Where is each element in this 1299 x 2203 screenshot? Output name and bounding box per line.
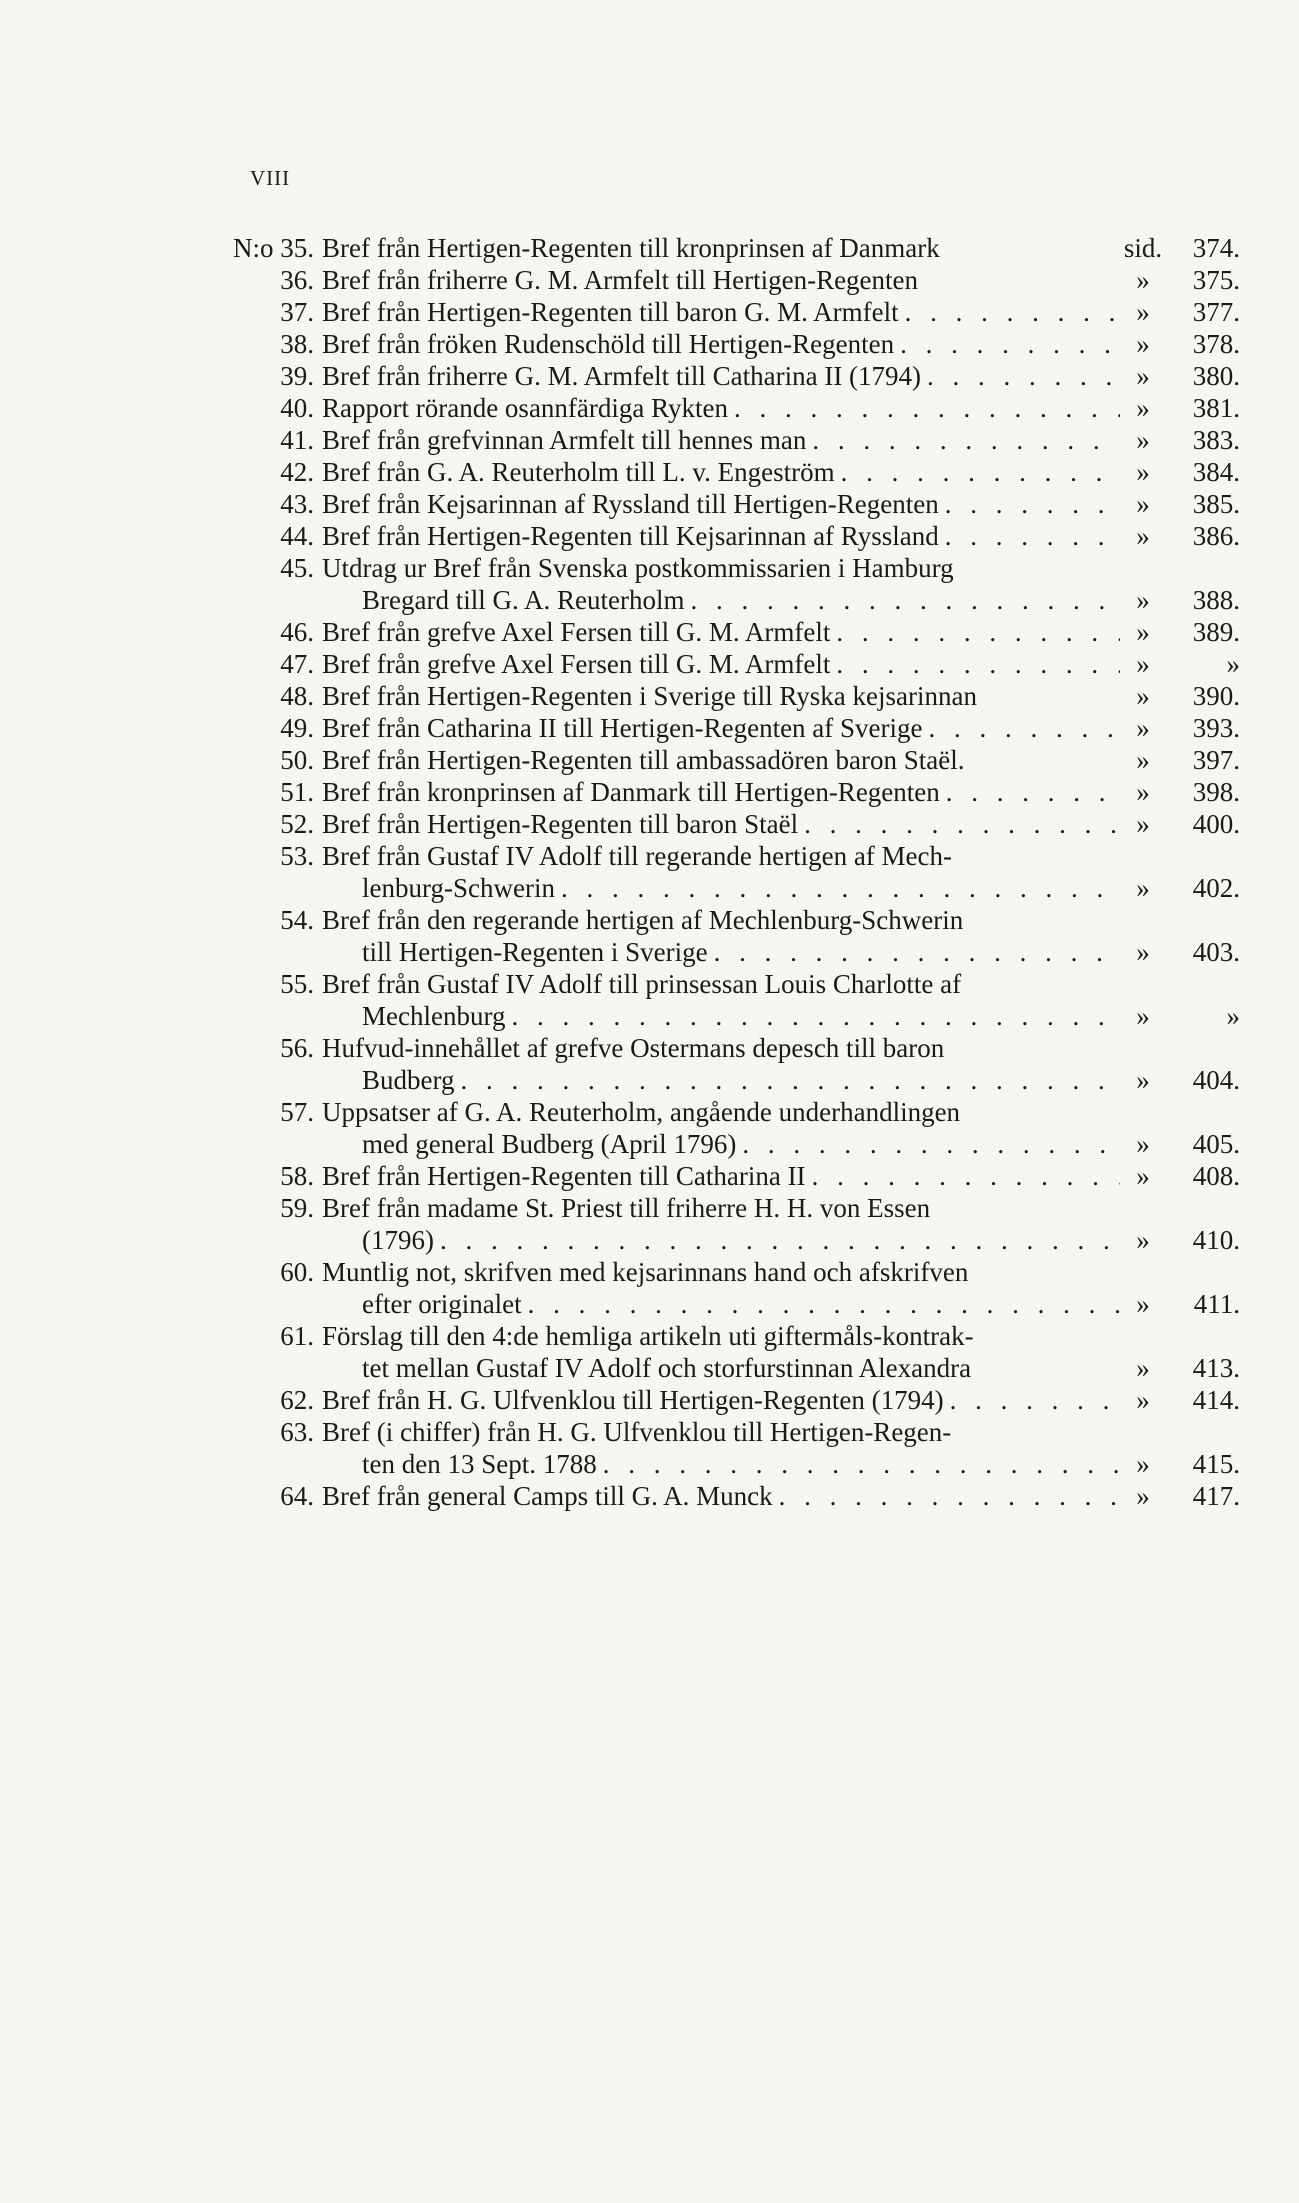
entry-title-text: Rapport rörande osannfärdiga Rykten	[322, 393, 729, 423]
entry-title-text: Bref från general Camps till G. A. Munck	[322, 1481, 773, 1511]
entry-page: 405.	[1192, 1129, 1240, 1159]
dot-leader	[684, 584, 1120, 616]
entry-title-line	[322, 296, 1120, 328]
entry-title	[322, 1416, 1120, 1480]
entry-page: 381.	[1192, 393, 1240, 423]
entry-number: 36.	[280, 265, 314, 295]
dot-leader	[555, 872, 1120, 904]
entry-number: 37.	[280, 297, 314, 327]
entry-page: 410.	[1192, 1225, 1240, 1255]
entry-title-line	[322, 424, 1120, 456]
ditto-mark: »	[1136, 425, 1150, 455]
entry-number: 44.	[280, 521, 314, 551]
entry-title-line	[322, 1352, 1120, 1384]
entry-title-line	[322, 328, 1120, 360]
toc-entry	[200, 776, 1240, 808]
entry-title-text: Bref från grefve Axel Fersen till G. M. Armfelt	[322, 649, 831, 679]
ditto-mark: »	[1136, 1225, 1150, 1255]
entry-title-text: Bref från Hertigen-Regenten till Kejsarinnan af Ryssland	[322, 521, 939, 551]
entry-page: 403.	[1192, 937, 1240, 967]
entry-title	[322, 424, 1120, 456]
entry-title-line	[322, 1128, 1120, 1160]
entry-title-text: Uppsatser af G. A. Reuterholm, angående underhandlingen	[322, 1097, 961, 1127]
entry-title	[322, 552, 1120, 616]
toc-entry	[200, 456, 1240, 488]
entry-page: 414.	[1192, 1385, 1240, 1415]
entry-page: 404.	[1192, 1065, 1240, 1095]
ditto-mark: »	[1136, 489, 1150, 519]
entry-title-line	[322, 1160, 1120, 1192]
ditto-mark: »	[1136, 457, 1150, 487]
entry-number: 41.	[280, 425, 314, 455]
entry-page: 388.	[1192, 585, 1240, 615]
entry-page: 398.	[1192, 777, 1240, 807]
ditto-mark: »	[1136, 585, 1150, 615]
toc-entry	[200, 360, 1240, 392]
dot-leader	[798, 808, 1120, 840]
ditto-mark: »	[1136, 617, 1150, 647]
dot-leader	[708, 936, 1120, 968]
dot-leader	[923, 712, 1121, 744]
entry-title-line	[322, 808, 1120, 840]
toc-entry	[200, 744, 1240, 776]
dot-leader	[434, 1224, 1120, 1256]
entry-title-text: Bref från Hertigen-Regenten till Catharina II	[322, 1161, 806, 1191]
ditto-mark: »	[1136, 681, 1150, 711]
toc-entry	[200, 392, 1240, 424]
entry-title-line	[322, 584, 1120, 616]
entry-title-text: till Hertigen-Regenten i Sverige	[362, 937, 708, 967]
entry-number: 63.	[280, 1417, 314, 1447]
toc-entry	[200, 1192, 1240, 1256]
entry-page: 411.	[1193, 1289, 1240, 1319]
dot-leader	[806, 424, 1120, 456]
dot-leader	[736, 1128, 1120, 1160]
entry-title-line	[322, 1416, 1120, 1448]
ditto-mark: »	[1136, 713, 1150, 743]
entry-title-text: Bref från Gustaf IV Adolf till regerande hertigen af Mech-	[322, 841, 953, 871]
ditto-mark: »	[1136, 1065, 1150, 1095]
page-number: VIII	[250, 166, 291, 190]
entry-title-line	[322, 1224, 1120, 1256]
ditto-mark: »	[1136, 937, 1150, 967]
entry-title-text: Mechlenburg	[362, 1001, 506, 1031]
entry-page: 375.	[1192, 265, 1240, 295]
toc-entry	[200, 904, 1240, 968]
entry-title-text: Bref från Hertigen-Regenten till kronprinsen af Danmark	[322, 233, 940, 263]
entry-page: 389.	[1192, 617, 1240, 647]
entry-title	[322, 776, 1120, 808]
dot-leader	[894, 328, 1120, 360]
entry-title-line	[322, 840, 1120, 872]
entry-title	[322, 456, 1120, 488]
entry-title-text: Bref från kronprinsen af Danmark till Hertigen-Regenten	[322, 777, 940, 807]
toc-entry	[200, 1416, 1240, 1480]
entry-number: 46.	[280, 617, 314, 647]
entry-page: 385.	[1192, 489, 1240, 519]
entry-title	[322, 648, 1120, 680]
entry-title-line	[322, 680, 1120, 712]
entry-title-text: efter originalet	[362, 1289, 522, 1319]
entry-page: 384.	[1192, 457, 1240, 487]
entry-number: 52.	[280, 809, 314, 839]
toc-entry	[200, 1032, 1240, 1096]
dot-leader	[806, 1160, 1120, 1192]
entry-title-line	[322, 552, 1120, 584]
entry-title	[322, 360, 1120, 392]
entry-title	[322, 680, 1120, 712]
toc-entry	[200, 616, 1240, 648]
toc-entry	[200, 424, 1240, 456]
entry-number: 39.	[280, 361, 314, 391]
entry-title-text: ten den 13 Sept. 1788	[362, 1449, 597, 1479]
entry-title-line	[322, 872, 1120, 904]
entry-title-text: Bref (i chiffer) från H. G. Ulfvenklou till Hertigen-Regen-	[322, 1417, 952, 1447]
ditto-mark: »	[1136, 297, 1150, 327]
entry-number: 55.	[280, 969, 314, 999]
ditto-mark: »	[1136, 1353, 1150, 1383]
entry-title-line	[322, 232, 1120, 264]
dot-leader	[728, 392, 1120, 424]
entry-title	[322, 616, 1120, 648]
toc-entry	[200, 552, 1240, 616]
entry-number: 54.	[280, 905, 314, 935]
toc-entry	[200, 488, 1240, 520]
toc-entry	[200, 296, 1240, 328]
entry-title-text: lenburg-Schwerin	[362, 873, 555, 903]
entry-page: 380.	[1192, 361, 1240, 391]
entry-number: 45.	[280, 553, 314, 583]
entry-title-line	[322, 744, 1120, 776]
entry-title-line	[322, 1384, 1120, 1416]
entry-title	[322, 1032, 1120, 1096]
dot-leader	[597, 1448, 1120, 1480]
ditto-mark: »	[1136, 361, 1150, 391]
entry-title	[322, 264, 1120, 296]
entry-number: 59.	[280, 1193, 314, 1223]
entry-title-line	[322, 968, 1120, 1000]
entry-title-text: Bref från Hertigen-Regenten till baron G. M. Armfelt	[322, 297, 899, 327]
entry-number: 50.	[280, 745, 314, 775]
entry-page: »	[1226, 649, 1240, 679]
entry-title-line	[322, 1480, 1120, 1512]
entry-title	[322, 904, 1120, 968]
ditto-mark: »	[1136, 777, 1150, 807]
entry-title-line	[322, 1192, 1120, 1224]
ditto-mark: »	[1136, 809, 1150, 839]
entry-title	[322, 1160, 1120, 1192]
entry-number: 40.	[280, 393, 314, 423]
entry-number: 48.	[280, 681, 314, 711]
toc-entry	[200, 1384, 1240, 1416]
entry-title	[322, 744, 1120, 776]
entry-title	[322, 1096, 1120, 1160]
entry-title-text: Bregard till G. A. Reuterholm	[362, 585, 685, 615]
toc-entry	[200, 808, 1240, 840]
entry-title-line	[322, 456, 1120, 488]
entry-title-line	[322, 1448, 1120, 1480]
entry-number: 51.	[280, 777, 314, 807]
entry-title	[322, 1256, 1120, 1320]
toc-entry	[200, 680, 1240, 712]
dot-leader	[773, 1480, 1120, 1512]
dot-leader	[835, 456, 1120, 488]
dot-leader	[940, 776, 1120, 808]
ditto-mark: »	[1136, 1161, 1150, 1191]
ditto-mark: »	[1136, 265, 1150, 295]
entry-page: 390.	[1192, 681, 1240, 711]
entry-page: »	[1226, 1001, 1240, 1031]
entry-title	[322, 296, 1120, 328]
toc-entry	[200, 968, 1240, 1032]
entry-title-text: Muntlig not, skrifven med kejsarinnans hand och afskrifven	[322, 1257, 969, 1287]
entry-title	[322, 1384, 1120, 1416]
entry-title-line	[322, 616, 1120, 648]
ditto-mark: »	[1136, 873, 1150, 903]
entry-title-line	[322, 488, 1120, 520]
toc-entry	[200, 1160, 1240, 1192]
entry-title-text: Budberg	[362, 1065, 455, 1095]
entry-number: 53.	[280, 841, 314, 871]
entry-title-line	[322, 1064, 1120, 1096]
dot-leader	[830, 648, 1120, 680]
entry-number: 38.	[280, 329, 314, 359]
entry-number: 64.	[280, 1481, 314, 1511]
toc-entry	[200, 1320, 1240, 1384]
entry-page: 408.	[1192, 1161, 1240, 1191]
entry-page: 413.	[1192, 1353, 1240, 1383]
entry-title-line	[322, 712, 1120, 744]
entry-title-line	[322, 1096, 1120, 1128]
entry-title-text: Förslag till den 4:de hemliga artikeln uti giftermåls-kontrak-	[322, 1321, 974, 1351]
ditto-mark: »	[1136, 1385, 1150, 1415]
entry-title-text: (1796)	[362, 1225, 434, 1255]
entry-title-text: Bref från Hertigen-Regenten till ambassadören baron Staël.	[322, 745, 965, 775]
dot-leader	[939, 520, 1120, 552]
toc-entry	[200, 232, 1240, 264]
ditto-mark: »	[1136, 521, 1150, 551]
entry-title-line	[322, 392, 1120, 424]
entry-number: 61.	[280, 1321, 314, 1351]
entry-title-text: Bref från H. G. Ulfvenklou till Hertigen-Regenten (1794)	[322, 1385, 944, 1415]
entry-title-line	[322, 520, 1120, 552]
entry-number: 57.	[280, 1097, 314, 1127]
entry-title	[322, 328, 1120, 360]
dot-leader	[830, 616, 1120, 648]
entry-page: 400.	[1192, 809, 1240, 839]
entry-title-text: Hufvud-innehållet af grefve Ostermans depesch till baron	[322, 1033, 945, 1063]
entry-number: 62.	[280, 1385, 314, 1415]
toc-entry	[200, 1256, 1240, 1320]
entry-title-line	[322, 264, 1120, 296]
entry-number: N:o 35.	[233, 233, 314, 263]
toc-entry	[200, 1480, 1240, 1512]
entry-title	[322, 392, 1120, 424]
entry-title-line	[322, 1032, 1120, 1064]
entry-title-text: Bref från madame St. Priest till friherre H. H. von Essen	[322, 1193, 931, 1223]
dot-leader	[939, 488, 1120, 520]
entry-title-text: Bref från G. A. Reuterholm till L. v. Engeström	[322, 457, 835, 487]
entry-page: 386.	[1192, 521, 1240, 551]
dot-leader	[455, 1064, 1121, 1096]
toc-entry	[200, 840, 1240, 904]
entry-title-text: Bref från friherre G. M. Armfelt till Catharina II (1794)	[322, 361, 922, 391]
entry-title	[322, 968, 1120, 1032]
entry-title	[322, 1192, 1120, 1256]
entry-number: 47.	[280, 649, 314, 679]
entry-title-text: Bref från Kejsarinnan af Ryssland till Hertigen-Regenten	[322, 489, 939, 519]
entry-page: 378.	[1192, 329, 1240, 359]
entry-page: 417.	[1192, 1481, 1240, 1511]
table-of-contents	[200, 232, 1240, 1512]
ditto-mark: »	[1136, 745, 1150, 775]
entry-page: 374.	[1192, 233, 1240, 263]
entry-title-line	[322, 1320, 1120, 1352]
ditto-mark: »	[1136, 1289, 1150, 1319]
entry-title	[322, 808, 1120, 840]
entry-title	[322, 1320, 1120, 1384]
entry-title-line	[322, 936, 1120, 968]
ditto-mark: »	[1136, 329, 1150, 359]
entry-title-line	[322, 776, 1120, 808]
toc-entry	[200, 1096, 1240, 1160]
entry-title	[322, 232, 1120, 264]
entry-title	[322, 488, 1120, 520]
toc-entry	[200, 328, 1240, 360]
entry-number: 43.	[280, 489, 314, 519]
entry-title-text: Bref från friherre G. M. Armfelt till Hertigen-Regenten	[322, 265, 919, 295]
dot-leader	[522, 1288, 1120, 1320]
toc-entry	[200, 264, 1240, 296]
entry-page: 415.	[1192, 1449, 1240, 1479]
entry-title-text: Bref från Gustaf IV Adolf till prinsessan Louis Charlotte af	[322, 969, 962, 999]
entry-title	[322, 520, 1120, 552]
entry-number: 58.	[280, 1161, 314, 1191]
entry-title-text: Bref från fröken Rudenschöld till Hertigen-Regenten	[322, 329, 895, 359]
entry-title-text: med general Budberg (April 1796)	[362, 1129, 737, 1159]
toc-entry	[200, 520, 1240, 552]
ditto-mark: »	[1136, 649, 1150, 679]
dot-leader	[505, 1000, 1120, 1032]
entry-number: 56.	[280, 1033, 314, 1063]
entry-title	[322, 1480, 1120, 1512]
ditto-mark: »	[1136, 1129, 1150, 1159]
entry-page: 377.	[1192, 297, 1240, 327]
ditto-mark: »	[1136, 1001, 1150, 1031]
dot-leader	[921, 360, 1120, 392]
entry-page: 383.	[1192, 425, 1240, 455]
entry-title-line	[322, 1256, 1120, 1288]
entry-title-line	[322, 904, 1120, 936]
entry-page: 393.	[1192, 713, 1240, 743]
entry-title-line	[322, 1000, 1120, 1032]
dot-leader	[944, 1384, 1120, 1416]
entry-title-text: tet mellan Gustaf IV Adolf och storfurstinnan Alexandra	[362, 1353, 972, 1383]
entry-title-text: Bref från den regerande hertigen af Mechlenburg-Schwerin	[322, 905, 964, 935]
entry-title	[322, 712, 1120, 744]
entry-title-text: Bref från grefve Axel Fersen till G. M. Armfelt	[322, 617, 831, 647]
entry-number: 49.	[280, 713, 314, 743]
toc-entry	[200, 648, 1240, 680]
entry-number: 60.	[280, 1257, 314, 1287]
entry-title	[322, 840, 1120, 904]
entry-title-text: Bref från Hertigen-Regenten i Sverige till Ryska kejsarinnan	[322, 681, 977, 711]
entry-page: 397.	[1192, 745, 1240, 775]
toc-entry	[200, 712, 1240, 744]
dot-leader	[899, 296, 1120, 328]
entry-title-text: Bref från grefvinnan Armfelt till hennes man	[322, 425, 807, 455]
entry-title-text: Utdrag ur Bref från Svenska postkommissarien i Hamburg	[322, 553, 954, 583]
entry-number: 42.	[280, 457, 314, 487]
entry-title-line	[322, 360, 1120, 392]
entry-title-text: Bref från Hertigen-Regenten till baron Staël	[322, 809, 799, 839]
ditto-mark: »	[1136, 393, 1150, 423]
ditto-mark: »	[1136, 1449, 1150, 1479]
entry-title-text: Bref från Catharina II till Hertigen-Regenten af Sverige	[322, 713, 923, 743]
ditto-mark: sid.	[1123, 233, 1163, 263]
entry-title-line	[322, 648, 1120, 680]
ditto-mark: »	[1136, 1481, 1150, 1511]
entry-page: 402.	[1192, 873, 1240, 903]
entry-title-line	[322, 1288, 1120, 1320]
